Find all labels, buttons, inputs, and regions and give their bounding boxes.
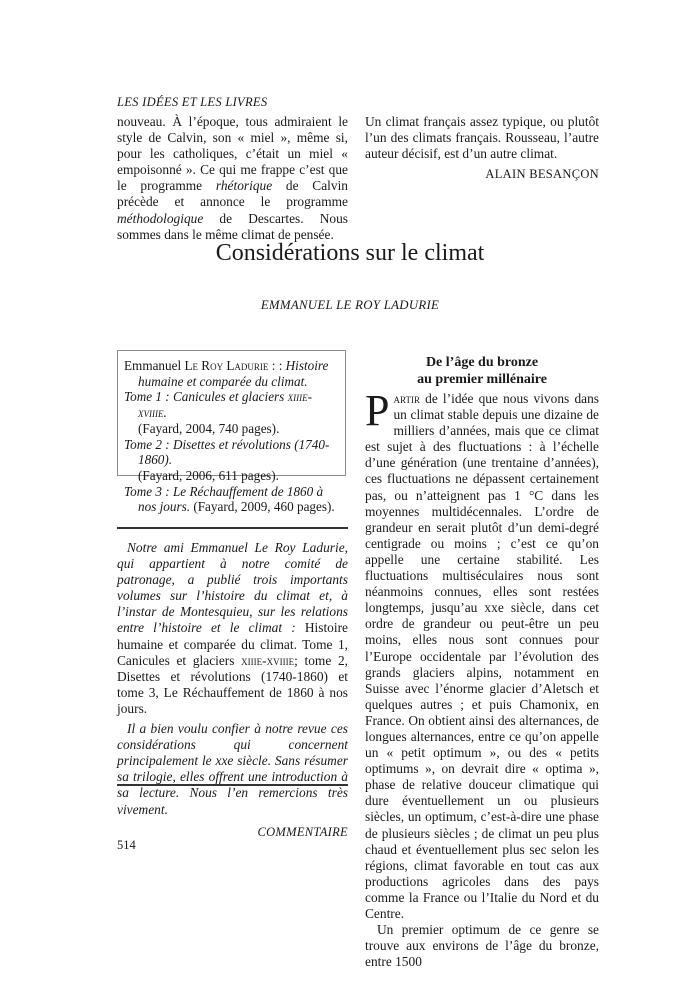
body-paragraph: Partir de l’idée que nous vivons dans un climat stable depuis une dizaine de milliers d’années, mais que ce climat est sujet à des fluctuations : à l’échelle d’une génération (une trentaine d’années), ces fluctuations ne dépassent certainement pas, ou n’atteignent pas 1 °C dans les moyennes multidécennales. L’ordre de grandeur en serait plutôt d’un demi-degré centigrade ou moins ; c’est ce qu’on appelle une certaine stabilité. Les fluctuations multiséculaires nous sont néanmoins connues, elles sont restées longtemps, jusqu’au xxe siècle, dans cet ordre de grandeur ou peut-être un peu moins, elles nous sont connues pour l’Europe occidentale par l’évolution des grands glaciers alpins, notamment en Suisse avec l’énorme glacier d’Aletsch et quelques autres ; et puis Chamonix, en France. On obtient ainsi des alternances, de longues alternances, entre ce qu’on appelle un « petit optimum », ou des « petits optimums », on devrait dire « optima », phase de relative douceur climatique qui dure éventuellement un ou plusieurs siècles, un optimum, c’est-à-dire une phase de plusieurs siècles ; de climat un peu plus chaud et éventuellement plus sec selon les régions, climat favorable en tout cas aux productions agricoles dans des pays comme la France ou l’Italie du Nord et du Centre.	[365, 386, 599, 921]
prev-article-right-column	[365, 114, 599, 182]
section-heading: De l’âge du bronze au premier millénaire	[417, 355, 547, 387]
page-number: 514	[117, 838, 136, 852]
prev-article-paragraph: nouveau. À l’époque, tous admiraient le style de Calvin, son « miel », même si, pour les catholiques, c’était un miel « empoisonné ». Ce qui me frappe c’est que le programme rhétorique de Calvin précède et annonce le programme méthodologique de Descartes. Nous sommes dans le même climat de pensée.	[117, 114, 348, 242]
book-tome-3: Tome 3 : Le Réchauffement de 1860 à nos jours. (Fayard, 2009, 460 pages).	[124, 483, 335, 515]
article-author: EMMANUEL LE ROY LADURIE	[260, 298, 440, 312]
book-tome-1: Tome 1 : Canicules et glaciers xiiie-xviiie. (Fayard, 2004, 740 pages).	[124, 389, 312, 436]
divider-rule	[117, 784, 348, 786]
prev-article-signature: ALAIN BESANÇON	[485, 167, 599, 182]
divider-rule	[117, 527, 348, 529]
editorial-intro	[117, 540, 348, 840]
intro-paragraph: Il a bien voulu confier à notre revue ces considérations qui concernent principalement le xxe siècle. Sans résumer sa trilogie, elles offrent une introduction à sa lecture. Nous l’en remercions très vivement.	[117, 721, 348, 817]
book-main-title: Emmanuel Le Roy Ladurie : : Histoire humaine et comparée du climat.	[124, 358, 329, 389]
intro-paragraph: Notre ami Emmanuel Le Roy Ladurie, qui appartient à notre comité de patronage, a publié trois importants volumes sur l’histoire du climat et, à l’instar de Montesquieu, sur les relations entre l’histoire et le climat : Histoire humaine et comparée du climat. Tome 1, Canicules et glaciers xiiie-xviiie; tome 2, Disettes et révolutions (1740-1860) et tome 3, Le Réchauffement de 1860 à nos jours.	[117, 540, 348, 716]
book-reference-box	[117, 350, 346, 515]
book-tome-2: Tome 2 : Disettes et révolutions (1740-1860). (Fayard, 2006, 611 pages).	[124, 436, 330, 483]
article-title: Considérations sur le climat	[215, 240, 485, 266]
prev-article-left-column	[117, 114, 348, 243]
prev-article-paragraph: Un climat français assez typique, ou plutôt l’un des climats français. Rousseau, l’autre auteur décisif, est d’un autre climat.	[365, 114, 599, 162]
intro-signature: COMMENTAIRE	[257, 824, 348, 839]
drop-cap: P	[365, 386, 390, 435]
article-body	[365, 386, 599, 970]
running-head: LES IDÉES ET LES LIVRES	[117, 95, 268, 109]
body-paragraph: Un premier optimum de ce genre se trouve aux environs de l’âge du bronze, entre 1500	[365, 922, 599, 970]
